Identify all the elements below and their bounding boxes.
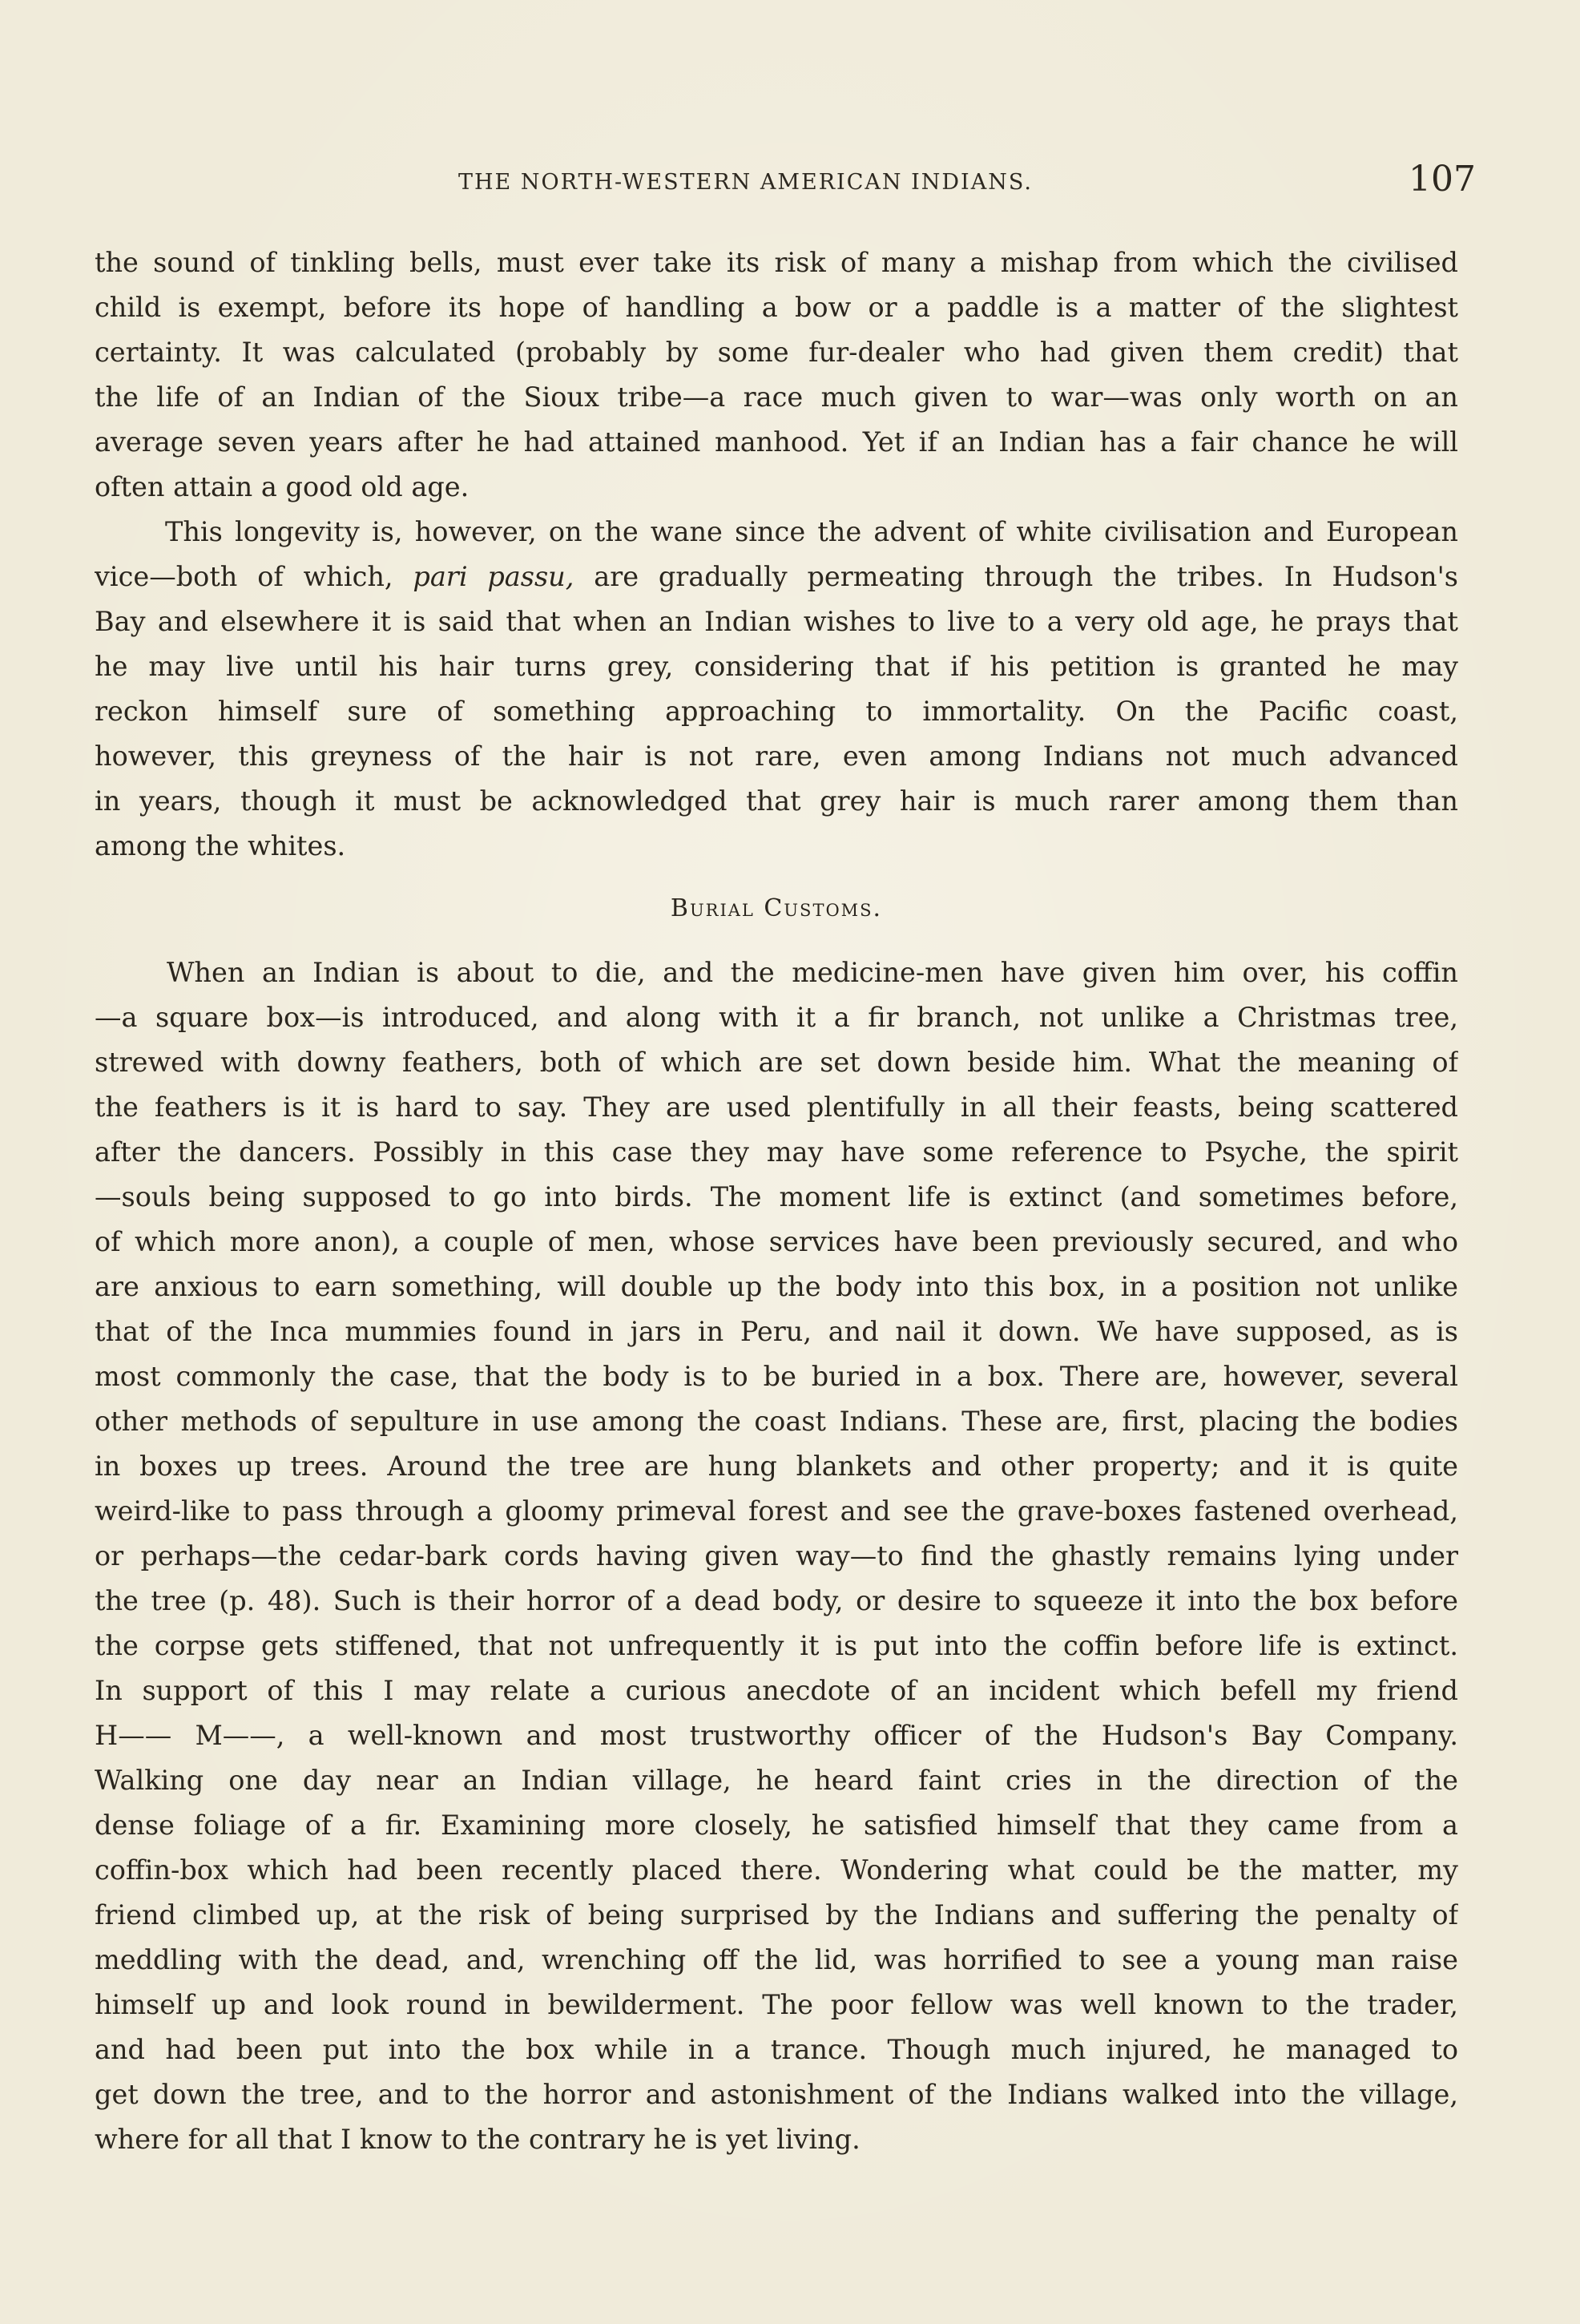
paragraph-1 bbox=[95, 240, 1458, 510]
text-line: In support of this I may relate a curious anecdote of an incident which befell my friend bbox=[95, 1675, 1458, 1706]
text-line: H—— M——, a well-known and most trustworthy officer of the Hudson's Bay Company. bbox=[95, 1720, 1458, 1751]
text-line: —a square box—is introduced, and along with it a fir branch, not unlike a Christmas tree, bbox=[95, 1002, 1458, 1033]
text-line: Bay and elsewhere it is said that when an Indian wishes to live to a very old age, he prays that bbox=[95, 606, 1458, 637]
text-line: or perhaps—the cedar-bark cords having given way—to find the ghastly remains lying under bbox=[95, 1540, 1458, 1572]
text-line: other methods of sepulture in use among the coast Indians. These are, first, placing the bodies bbox=[95, 1406, 1458, 1437]
text-line: in boxes up trees. Around the tree are hung blankets and other property; and it is quite bbox=[95, 1450, 1458, 1482]
text-line: strewed with downy feathers, both of which are set down beside him. What the meaning of bbox=[95, 1047, 1458, 1078]
text-line: the life of an Indian of the Sioux tribe—a race much given to war—was only worth on an bbox=[95, 381, 1458, 413]
section-heading: Burial Customs. bbox=[670, 894, 883, 922]
text-line: get down the tree, and to the horror and astonishment of the Indians walked into the village, bbox=[95, 2079, 1458, 2110]
text-line: he may live until his hair turns grey, considering that if his petition is granted he may bbox=[95, 651, 1458, 682]
text-line: where for all that I know to the contrary he is yet living. bbox=[95, 2124, 861, 2155]
text-line: often attain a good old age. bbox=[95, 471, 470, 502]
text-line: This longevity is, however, on the wane since the advent of white civilisation and European bbox=[165, 516, 1458, 547]
text-line: weird-like to pass through a gloomy primeval forest and see the grave-boxes fastened overhead, bbox=[95, 1495, 1458, 1527]
text-line: meddling with the dead, and, wrenching off the lid, was horrified to see a young man raise bbox=[95, 1944, 1458, 1975]
text-line: average seven years after he had attained manhood. Yet if an Indian has a fair chance he will bbox=[95, 426, 1458, 458]
text-line: coffin-box which had been recently placed there. Wondering what could be the matter, my bbox=[95, 1854, 1458, 1886]
text-segment: vice—both of which, bbox=[95, 561, 413, 592]
text-line: himself up and look round in bewilderment. The poor fellow was well known to the trader, bbox=[95, 1989, 1458, 2020]
text-line: of which more anon), a couple of men, whose services have been previously secured, and who bbox=[95, 1226, 1458, 1257]
body-text bbox=[95, 240, 1458, 2162]
paragraph-2 bbox=[95, 510, 1458, 869]
text-line: reckon himself sure of something approaching to immortality. On the Pacific coast, bbox=[95, 696, 1458, 727]
text-segment: are gradually permeating through the tribes. In Hudson's bbox=[574, 561, 1458, 592]
text-line: the tree (p. 48). Such is their horror of a dead body, or desire to squeeze it into the box before bbox=[95, 1585, 1458, 1616]
page-number: 107 bbox=[1409, 159, 1476, 200]
text-line: the feathers is it is hard to say. They are used plentifully in all their feasts, being scattered bbox=[95, 1091, 1458, 1123]
running-title: THE NORTH-WESTERN AMERICAN INDIANS. bbox=[458, 170, 1033, 195]
text-line: however, this greyness of the hair is not rare, even among Indians not much advanced bbox=[95, 740, 1458, 772]
text-line: the sound of tinkling bells, must ever take its risk of many a mishap from which the civilised bbox=[95, 247, 1458, 278]
text-line: friend climbed up, at the risk of being surprised by the Indians and suffering the penalty of bbox=[95, 1899, 1458, 1931]
text-line: among the whites. bbox=[95, 830, 346, 861]
text-line: are anxious to earn something, will double up the body into this box, in a position not unlike bbox=[95, 1271, 1458, 1302]
text-line: child is exempt, before its hope of handling a bow or a paddle is a matter of the slightest bbox=[95, 292, 1458, 323]
text-line: dense foliage of a fir. Examining more closely, he satisfied himself that they came from a bbox=[95, 1810, 1458, 1841]
text-line bbox=[95, 555, 1458, 599]
text-line: Walking one day near an Indian village, he heard faint cries in the direction of the bbox=[95, 1765, 1458, 1796]
text-line: When an Indian is about to die, and the medicine-men have given him over, his coffin bbox=[167, 957, 1458, 988]
running-head bbox=[96, 159, 1476, 207]
text-line: and had been put into the box while in a trance. Though much injured, he managed to bbox=[95, 2034, 1458, 2065]
text-line: —souls being supposed to go into birds. The moment life is extinct (and sometimes before, bbox=[95, 1181, 1458, 1212]
text-line: after the dancers. Possibly in this case they may have some reference to Psyche, the spirit bbox=[95, 1136, 1458, 1168]
text-line: in years, though it must be acknowledged that grey hair is much rarer among them than bbox=[95, 785, 1458, 817]
paragraph-3 bbox=[95, 950, 1458, 2162]
italic-phrase: pari passu, bbox=[413, 561, 574, 592]
text-line: that of the Inca mummies found in jars in Peru, and nail it down. We have supposed, as is bbox=[95, 1316, 1458, 1347]
text-line: the corpse gets stiffened, that not unfrequently it is put into the coffin before life is extinct. bbox=[95, 1630, 1458, 1661]
text-line: most commonly the case, that the body is to be buried in a box. There are, however, several bbox=[95, 1361, 1458, 1392]
text-line: certainty. It was calculated (probably by some fur-dealer who had given them credit) that bbox=[95, 337, 1458, 368]
